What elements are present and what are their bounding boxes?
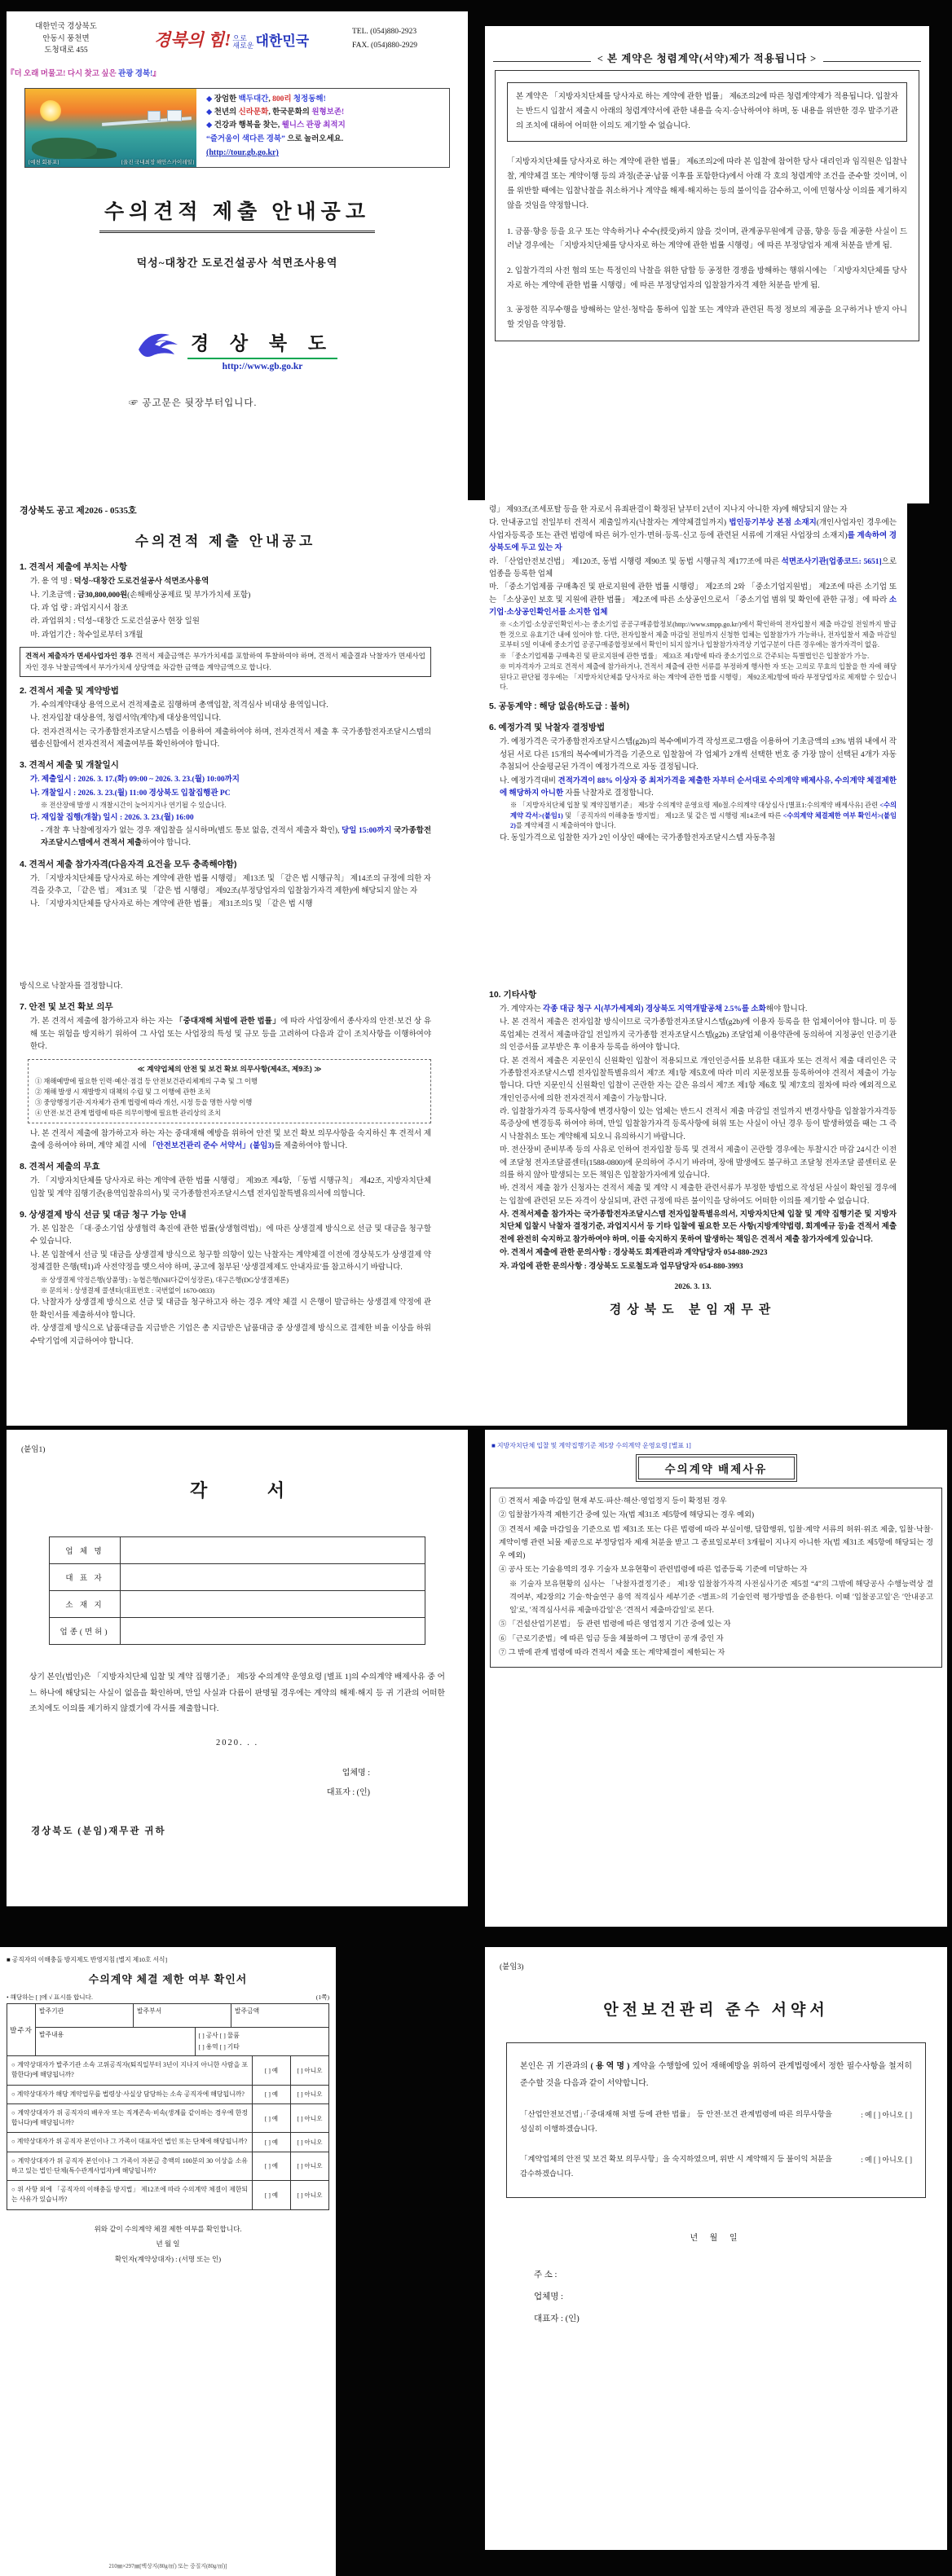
paper-size-footer: 210㎜×297㎜[백상지(80g/㎡) 또는 중질지(80g/㎡)] [108,2564,227,2569]
integrity-outer-box [495,70,919,341]
integrity-item: 1. 금품·향응 등을 요구 또는 약속하거나 수수(授受)하지 않을 것이며, 관계공무원에게 금품, 향응 등을 제공한 사실이 드러날 경우에는 「지방자치단체를 당사자로 하는 계약에 관한 법률 시행령」에 따른 부정당업자 제재 처분을 받게 됨. [507,226,907,251]
yes-no-checkboxes: : 예 [ ] 아니오 [ ] [861,2111,912,2119]
text-line: 3. 견적서 제출 및 개찰일시 [20,760,119,771]
text-line: 마. 「중소기업제품 구매촉진 및 판로지원에 관한 법률 시행령」 제2조의 2와 「중소기업지원법」 제2조에 따른 소기업 또는 「소상공인 보호 및 지원에 관한 법률」 제2조에 따른 소상공인으로서 「중소기업 범위 및 확인에 관한 규정」에 따라 소기업·소상공인확인서를 소지한 업체 [489,583,897,617]
text-line: 나. 본 견적서 제출에 참가하고자 하는 자는 중대재해 예방을 위하여 안전 및 보건 확보 의무사항을 숙지하신 후 견적서 제출에 응하여야 하며, 계약 체결 시에 「안전보건관리 준수 서약서」(붙임3)를 제출하여야 합니다. [30,1129,431,1150]
gyeongbuk-swoosh-icon [137,328,179,361]
form-row: 소 재 지 [50,1591,425,1618]
page-cover [7,11,468,500]
safety-question-row [520,2108,912,2137]
notice-col-left-bottom [20,981,431,1349]
text-line: 나. 개찰일시 : 2026. 3. 23.(월) 11:00 경상북도 입찰집행관 PC [30,789,231,798]
province-brand-logo [111,27,352,51]
cablecar-graphic-icon [167,110,182,121]
check-instruction: • 해당하는 [ ]에 √ 표시를 합니다. [7,1994,93,2001]
text-line: 다. 낙찰자가 상생결제 방식으로 선금 및 대금을 청구하고자 하는 경우 계약 체결 시 은행이 발급하는 상생결제 약정에 관한 확인서를 제출하셔야 합니다. [30,1299,431,1320]
orderer-amount-cell: 발주금액 [235,2007,260,2015]
text-line: 가. 수의계약대상 용역으로서 견적제출로 집행하며 총액입찰, 적격심사 비대상 용역입니다. [30,701,328,710]
text-line: 마. 과업기간 : 착수일로부터 3개월 [30,631,143,640]
text-line: 다. 안내공고일 전일부터 견적서 제출일까지(낙찰자는 계약체결일까지) 법인등기부상 본점 소재지(개인사업자인 경우에는 사업자등록증 또는 관련 법령에 따른 허가·인가·면허·등록·신고 등에 관련된 서류에 기재된 사업장의 소재지)를 계속하여 경상북도에 두고 있는 자 [489,519,897,553]
text-line: ③ 견적서 제출 마감일을 기준으로 법 제31조 또는 다른 법령에 따라 부실이행, 담합행위, 입찰·계약 서류의 허위·위조 제출, 입찰·낙찰·계약이행 관련 뇌물 제공으로 부정당업자 제재 처분을 받고 그 종료일로부터 3개월이 지나지 아니한 자(법 제31조 제5항에 해당되는 경우 예외) [499,1525,933,1561]
text-line: 자. 과업에 관한 문의사항 : 경상북도 도로철도과 업무담당자 054-880-3993 [500,1262,743,1271]
text-line: 다. 전자견적서는 국가종합전자조달시스템을 이용하여 제출하여야 하며, 전자견적서 제출 후 국가종합전자조달시스템의 웹송신함에서 전자견적서 제출여부를 확인하여야 합니다. [30,728,431,749]
letterhead-contacts [352,25,456,53]
confirmation-question-rows [7,2056,328,2209]
memorandum-paragraph: 상기 본인(법인)은 「지방자치단체 입찰 및 계약 집행기준」 제5장 수의계약 운영요령 [별표 1]의 수의계약 배제사유 중 어느 하나에 해당되는 사실이 없음을 확인하며, 만일 사실과 다름이 판명될 경우에는 계약의 해제·해지 등 귀 기관의 어떠한 조치에도 이의를 제기하지 않겠기에 각서를 제출합니다. [29,1673,445,1714]
text-line: 마. 전산장비 준비부족 등의 사유로 인하여 전자입찰 등록 및 견적서 제출이 곤란할 경우에는 투찰시간 마감 24시간 이전에 조달청 전자조달콜센터(1588-0800)에 문의하여 주시기 바라며, 장애 발생에도 불구하고 조달청 전자조달 콜센터로 문의를 하지 않아 발생되는 모든 책임은 입찰참가자에게 있습니다. [500,1146,897,1180]
gyeongbuk-logo [7,328,468,371]
company-name-field: 업체명 : [534,2292,563,2301]
confirmation-question-row: ○ 위 사항 외에 「공직자의 이해충돌 방지법」 제12조에 따라 수의계약 체결이 제한되는 사유가 있습니까? [ ] 예 [ ] 아니오 [7,2181,328,2209]
address-line: 대한민국 경상북도 [35,23,97,31]
photo-caption: [울진 국내최장 해안스카이레일] [121,159,194,165]
text-line: 가. 계약자는 각종 대금 청구 시(부가세제외) 경상북도 지역개발공채 2.5%를 소화해야 합니다. [500,1005,808,1013]
text-line: 다. 재입찰 집행(개찰) 일시 : 2026. 3. 23.(월) 16:00 [30,813,194,822]
text-line: 9. 상생결제 방식 선금 및 대금 청구 가능 안내 [20,1210,187,1220]
text-line: 견적서 제출자가 면세사업자인 경우 견적서 제출금액은 부가가치세를 포함하여 투찰하여야 하며, 견적서 제출결과 낙찰자가 면세사업자인 경우 낙찰금액에서 부가가치세 상당액을 차감한 금액을 계약금액으로 합니다. [20,647,431,677]
exclusion-items-box [490,1488,942,1668]
order-content-cell: 발주내용 [36,2028,196,2055]
orderer-agency-cell: 발주기관 [36,2004,134,2027]
company-name-field: 업체명 : [342,1768,370,1778]
text-line: 방식으로 낙찰자를 결정합니다. [20,982,123,991]
form-row: 업 체 명 [50,1537,425,1564]
memorandum-table [49,1536,425,1645]
checkbox-line: [ ] 용역 [ ] 기타 [198,2043,240,2051]
orderer-side-label: 발주자 [7,2004,36,2055]
fax-number: FAX. (054)880-2929 [352,42,418,51]
brand-mid-text: 으로 새로운 [232,33,254,51]
text-line: 다. 과 업 량 : 과업지시서 참조 [30,604,129,613]
pledge-date-line: 년 월 일 [690,2233,743,2243]
text-line: 바. 견적서 제출 참가 신청자는 견적서 제출 및 계약 시 제출한 관련서류가 부정한 방법으로 작성된 사실이 확인될 경우에는 입찰에 관련된 모든 자격이 상실되며, 관련 규정에 따른 불이익을 당하여도 어떠한 이의를 제기할 수 없습니다. [500,1185,897,1206]
photo-caption: [예천 회룡포] [29,159,60,165]
address-field: 주 소 : [534,2270,558,2279]
safety-question: 「산업안전보건법」·「중대재해 처벌 등에 관한 법률」 등 안전·보건 관계법령에 따른 의무사항을 성실히 이행하겠습니다. [520,2111,832,2134]
text-line: 라. 「산업안전보건법」 제120조, 동법 시행령 제90조 및 동법 시행규칙 제177조에 따른 석면조사기관[업종코드: 5651]으로 업종을 등록한 업체 [489,557,897,578]
text-line: 6. 예정가격 및 낙찰자 결정방법 [489,723,606,733]
banner-text-list [196,89,449,167]
page-exclusion [485,1430,947,1927]
integrity-item: 3. 공정한 직무수행을 방해하는 알선·청탁을 통하여 입찰 또는 계약과 관련된 특정 정보의 제공을 요구하거나 받지 아니할 것임을 약정함. [507,306,907,330]
tourism-photo [25,89,196,167]
page-integrity [485,26,929,503]
confirmation-question-row: ○ 계약상대자가 위 공직자의 배우자 또는 직계존속·비속(생계를 같이하는 경우에 한정합니다)에 해당됩니까? [ ] 예 [ ] 아니오 [7,2104,328,2134]
text-line: 다. 본 견적서 제출은 지문인식 신원확인 입찰이 적용되므로 개인인증서를 보유한 대표자 또는 견적서 제출 대리인은 국가종합전자조달시스템 전자입찰특별유의서 제7조 제1항 제5호에 따라 미리 지문정보를 등록하여야 견적서 제출이 가능합니다. 다만 지문인식 신원확인 입찰이 곤란한 자는 같은 유의서 제7조 제1항 제6호 및 제7호의 절차에 따라 예외적으로 개인인증서에 의한 전자견적서 제출이 가능합니다. [500,1057,897,1103]
text-line: ⑥ 「근로기준법」에 따른 임금 등을 체불하여 그 명단이 공개 중인 자 [499,1634,724,1643]
text-line: - 개찰 후 낙찰예정자가 없는 경우 재입찰을 실시하며(별도 통보 없음, 견적서 제출자 확인), 당일 15:00까지 국가종합전자조달시스템에서 견적서 제출하여야 합니다. [41,826,431,848]
text-line: 나. 본 견적서 제출은 전자입찰 방식이므로 국가종합전자조달시스템(g2b)에 이용자 등록을 한 업체이어야 합니다. 미 등록업체는 견적서 제출마감일 전일까지 국가종합 전자조달시스템(g2b) 조달업체 이용약관에 동의하여 지정공인 인증기관의 인증서를 교부받은 후 이용자 등록을 하여야 합니다. [500,1018,897,1053]
cablecar-graphic-icon [148,111,161,121]
cover-title-wrap [7,196,468,233]
text-line: 가. 「지방자치단체를 당사자로 하는 계약에 관한 법률 시행령」 제13조 및 「같은 법 시행규칙」 제14조의 규정에 의한 자격을 갖추고, 「같은 법」 제31조 및 「같은 법 시행령」 제92조(부정당업자의 입찰참가자격 제한)에 해당되지 않는 자 [30,874,431,896]
representative-field: 대표자 : (인) [326,1787,370,1797]
text-line: ※ 문의처 : 상생결제 콜센터(대표번호 : 국번없이 1670-0833) [41,1287,215,1295]
text-line: 『더 오래 머물고! 다시 찾고 싶은 관광 경북!』 [7,70,161,79]
safety-pledge-paragraph: 본인은 귀 기관과의 ( 용 역 명 ) 계약을 수행함에 있어 재해예방을 위하여 관계법령에서 정한 필수사항을 철저히 준수할 것을 다음과 같이 서약합니다. [520,2062,913,2088]
notice-col-right-top [489,504,897,846]
text-line: 7. 안전 및 보건 확보 의무 [20,1002,113,1013]
org-name: 경 상 북 도 [187,328,337,359]
safety-pledge-title: 안전보건관리 준수 서약서 [603,2002,829,2019]
text-line: 가. 용 역 명 : 덕성~대창간 도로건설공사 석면조사용역 [30,578,209,587]
text-line: “즐거움이 색다른 경북” 으로 놀러오세요. [206,134,344,143]
text-line: 가. 제출일시 : 2026. 3. 17.(화) 09:00 ~ 2026. 3. 23.(월) 10:00까지 [30,776,240,785]
signer-line: 확인자(계약상대자) : (서명 또는 인) [114,2255,222,2264]
text-line: 다. 동일가격으로 입찰한 자가 2인 이상인 때에는 국가종합전자조달시스템 자동추첨 [500,833,776,842]
text-line: ⑤ 「건설산업기본법」 등 관련 법령에 따른 영업정지 기간 중에 있는 자 [499,1620,731,1629]
org-name-block [187,328,337,371]
cover-subtitle: 덕성~대창간 도로건설공사 석면조사용역 [136,256,338,269]
notice-col-left-top [20,504,431,912]
text-line: 가. 본 입찰은 「대·중소기업 상생협력 촉진에 관한 법률(상생협력법)」에 따른 상생결제 방식으로 선금 및 대금을 청구할 수 있습니다. [30,1225,431,1246]
attachment-number: (붙임1) [21,1446,46,1454]
page-memorandum [7,1430,468,1906]
memorandum-fields [7,1764,370,1803]
text-line: ◆ 건강과 행복을 찾는, 웰니스 관광 최적지 [206,121,346,130]
memorandum-addressee: 경상북도 (분임)재무관 귀하 [31,1826,166,1836]
text-line: 아. 견적서 제출에 관한 문의사항 : 경상북도 회계관리과 계약담당자 054-880-2923 [500,1249,768,1258]
text-line: 령」 제93조(조세포탈 등을 한 자로서 유죄판결이 확정된 날부터 2년이 지나지 아니한 자)에 해당되지 않는 자 [489,506,848,514]
text-line: 나. 전자입찰 대상용역, 청렴서약(계약)제 대상용역입니다. [30,714,222,723]
text-line: (http://tour.gb.go.kr) [206,148,279,158]
brand-nation-text: 대한민국 [255,33,310,50]
text-line: 1. 견적서 제출에 부치는 사항 [20,562,127,573]
text-line: ⑦ 그 밖에 관계 법령에 따라 견적서 제출 또는 계약체결이 제한되는 자 [499,1648,725,1657]
memorandum-title: 각 서 [189,1480,312,1501]
text-line: ※ 「중소기업제품 구매촉진 및 판로지원에 관한 법률」 제33조 제1항에 따라 중소기업으로 간주되는 특별법인은 입찰참가 가능. [500,652,870,660]
safety-question: 「계약업체의 안전 및 보건 확보 의무사항」을 숙지하였으며, 위반 시 계약해지 등 불이익 처분을 감수하겠습니다. [520,2156,832,2178]
safety-pledge-box [506,2042,926,2198]
tel-number: TEL. (054)880-2923 [352,27,417,36]
confirmation-note-row [7,1993,329,2002]
confirmation-question-row: ○ 계약상대자가 위 공직자 본인이나 그 가족이 대표자인 법인 또는 단체에 해당됩니까? [ ] 예 [ ] 아니오 [7,2133,328,2152]
sun-graphic-icon [40,100,61,121]
text-line: 가. 예정가격은 국가종합전자조달시스템(g2b)의 복수예비가격 작성프로그램을 이용하여 기초금액의 ±3% 범위 내에서 작성된 서로 다른 15개의 복수예비가격을 기준으로 입찰참여 각 업체가 2개씩 선택한 번호 중 가장 많이 선택된 4개가 자동 추첨되어 산술평균된 가격이 예정가격으로 자동 결정됩니다. [500,738,897,772]
text-line: ※ 상생결제 약정은행(상품명) : 농협은행(NH다같이성장론), 대구은행(DG상생결제론) [41,1276,289,1284]
notice-col-right-bottom [489,981,897,1321]
orderer-dept-cell: 발주부서 [134,2004,231,2027]
confirmation-title: 수의계약 체결 제한 여부 확인서 [88,1973,248,1985]
text-line: 가. 본 견적서 제출에 참가하고자 하는 자는 「중대재해 처벌에 관한 법률」에 따라 사업장에서 종사자의 안전·보건 상 유해 또는 위험을 방지하기 위하여 그 사업 또는 사업장의 특성 및 규모 등을 고려하여 다음과 같이 조치사항을 이행하여야 한다. [30,1018,431,1052]
letterhead [7,11,468,57]
text-line: 라. 과업위치 : 덕성~대창간 도로건설공사 현장 일원 [30,618,200,626]
text-line: 라. 입찰참가자격 등록사항에 변경사항이 있는 업체는 반드시 견적서 제출 마감일 전일까지 변경사항을 입찰참가자격등록증상에 변경등록 하여야 하며, 만일 입찰참가자격 등록사항에 허위 또는 사실이 아닌 경우 등이 발생하였을 때는 그 즉시 낙찰취소 또는 계약해제 되오니 유의하시기 바랍니다. [500,1108,897,1141]
date-blank-line: 년 월 일 [156,2240,180,2249]
safety-duty-dashbox: ≪ 계약업체의 안전 및 보건 확보 의무사항(제4조, 제9조) ≫ ① 재해예방에 필요한 인력·예산·점검 등 안전보건관리체계의 구축 및 그 이행 ② 재해 발생 시 재발방지 대책의 수립 및 그 이행에 관한 조치 ③ 중앙행정기관·지자체가 관계 법령에 따라 개선, 시정 등을 명한 사항 이행 ④ 안전·보건 관계 법령에 따른 의무이행에 필요한 관리상의 조치 [28,1059,431,1123]
text-line: 사. 견적서제출 참가자는 국가종합전자조달시스템 전자입찰특별유의서, 지방자치단체 입찰 및 계약 집행기준 및 지방자치단체 입찰시 낙찰자 결정기준, 과업지시서 등 기타 입찰에 필요한 모든 사항(지방계약법령, 회계예규 등)을 견적서 제출 전에 완전히 숙지하고 참가하여야 하며, 이를 숙지하지 못하여 발생하는 책임은 견적서 제출 참가자에게 있습니다. [500,1211,897,1244]
text-line: ※ 전산장애 발생 시 개찰시간이 늦어지거나 연기될 수 있습니다. [41,802,227,810]
confirmation-question-row: ○ 계약상대자가 위 공직자 본인이나 그 가족이 자본금 총액의 100분의 30 이상을 소유하고 있는 법인·단체(특수관계사업자)에 해당됩니까? [ ] 예 [ ] 아니오 [7,2152,328,2182]
text-line: ※ 기술자 보유현황의 심사는 「낙찰자결정기준」 제1장 입찰참가자격 사전심사기준 제5절 “4”의 그밖에 해당공사 수행능력상 결격여부, 제2장의2 기술·학술연구 용역 적격심사 세부기준 <별표>의 기술인력 평가방법을 준용한다. 이때 ′입찰공고일′은 ′안내공고일′로, ′적격심사서류 제출마감일′은 ′견적서 제출마감일′로 본다. [509,1580,933,1615]
text-line: 라. 상생결제 방식으로 납품대금을 지급받은 기업은 총 지급받은 납품대금 중 상생결제 방식으로 결제한 비율 이상을 하위 수탁기업에 지급하여야 합니다. [30,1325,431,1346]
text-line: 8. 견적서 제출의 무효 [20,1162,100,1172]
representative-field: 대표자 : (인) [534,2314,580,2324]
text-line: 나. 예정가격대비 견적가격이 88% 이상자 중 최저가격을 제출한 자부터 순서대로 수의계약 배제사유, 수의계약 체결제한에 해당하지 아니한 자를 낙찰자로 결정합니다. [500,776,897,798]
address-line: 안동시 풍천면 [42,34,90,43]
confirmation-table [7,2003,329,2210]
confirmation-question-row: ○ 계약상대자가 해당 계약업무를 법령상·사실상 담당하는 소속 공직자에 해당됩니까? [ ] 예 [ ] 아니오 [7,2086,328,2104]
exclusion-title: 수의계약 배제사유 [638,1457,795,1479]
text-line: ② 입찰참가자격 제한기간 중에 있는 자(법 제31조 제5항에 해당되는 경우 예외) [499,1511,755,1520]
text-line: 2026. 3. 13. [674,1282,712,1291]
orderer-block [7,2004,328,2056]
page-notice-spread [7,500,907,1426]
text-line: 나. 기초금액 : 금30,800,000원(손해배상공제료 및 부가가치세 포함) [30,591,251,600]
order-type-checkboxes [196,2028,328,2055]
text-line: ④ 공사 또는 기술용역의 경우 기술자 보유현황이 관련법령에 따른 업종등록 기준에 미달하는 자 [499,1566,808,1575]
page-confirmation-form [0,1947,336,2576]
tourism-slogan [7,68,468,81]
text-line: 경상북도 공고 제2026 - 0535호 [20,506,137,516]
text-line: 2. 견적서 제출 및 계약방법 [20,685,119,696]
text-line: ※ <소기업·소상공인확인서>는 중소기업 공공구매종합정보(http://www.smpp.go.kr/)에서 확인하여 전자입찰서 제출 마감일 전일까지 발급한 것으로 유효기간 내에 있어야 함. 다만, 전자입찰서 제출 마감일 전일까지 신청한 업체는 입찰참가가 가능하나, 전자입찰서 제출 마감일로부터 5일 이내에 중소기업 공공구매종합정보에서 확인이 되지 않거나 입찰참가자격상 기업구분이 다른 경우에는 참가자격이 없음. [500,621,897,649]
integrity-heading: < 본 계약은 청렴계약(서약)제가 적용됩니다 > [597,53,818,64]
integrity-notice-box: 본 계약은 「지방자치단체를 당사자로 하는 계약에 관한 법률」 제6조의2에 따른 청렴계약제가 적용됩니다. 입찰자는 반드시 입찰서 제출시 아래의 청렴계약서에 관한 내용을 숙지·승낙하여야 하며, 동 내용을 위반한 경우 발주기관의 조치에 대하여 어떠한 이의도 제기할 수 없습니다. [507,82,907,142]
text-line: ◆ 장엄한 백두대간, 800리 청정동해! [206,95,326,103]
integrity-pledge-paragraph: 「지방자치단체를 당사자로 하는 계약에 관한 법률」 제6조의2에 따라 본 입찰에 참여한 당사 대리인과 임직원은 입찰낙찰, 계약체결 또는 계약이행 등의 과정(준공·납품 이후를 포함한다)에서 아래 각 호의 청렴계약 조건을 준수할 것이며, 이를 위반할 때에는 입찰낙찰을 취소하거나 계약을 해제·해지하는 등의 불이익을 감수하고, 이에 민형사상 이의를 제기하지 않을 것임을 약정합니다. [507,156,907,211]
confirm-statement: 위와 같이 수의계약 체결 제한 여부를 확인합니다. [94,2224,242,2233]
text-line: 가. 「지방자치단체를 당사자로 하는 계약에 관한 법률 시행령」 제39조 제4항, 「동법 시행규칙」 제42조, 지방자치단체 입찰 및 계약 집행기준(용역입찰유의서) 및 국가종합전자조달시스템 전자입찰특별유의서에 의합니다. [30,1177,431,1198]
org-url: http://www.gb.go.kr [222,361,303,371]
text-line: ① 견적서 제출 마감일 현재 부도·파산·해산·영업정지 등이 확정된 경우 [499,1497,727,1506]
text-line: 수의견적 제출 안내공고 [134,533,316,549]
island-graphic [32,138,97,159]
confirmation-question-row: ○ 계약상대자가 발주기관 소속 고위공직자(퇴직일부터 3년이 지나지 아니한 사람을 포함한다)에 해당됩니까? [ ] 예 [ ] 아니오 [7,2056,328,2086]
text-line: 5. 공동계약 : 해당 없음(하도급 : 불허) [489,701,630,712]
cover-pointer-note: ☞ 공고문은 뒷장부터입니다. [129,398,258,408]
confirmation-header: ■ 공직자의 이해충돌 방지제도 반영지침 [별지 제10호 서식] [7,1956,168,1963]
form-row: 업종(면허) [50,1618,425,1644]
text-line: ※ 「지방자치단체 입찰 및 계약집행기준」 제5장 수의계약 운영요령 제0절.수의계약 대상심사 [별표1:수의계약 배제사유] 관련 <수의계약 각서>(붙임1) 및 「공직자의 이해충돌 방지법」 제12조 및 같은 법 시행령 제14조에 따른 <수의계약 체결제한 여부 확인서>(붙임2)를 계약체결 시 제출하여야 합니다. [510,802,897,830]
letterhead-address [21,21,111,57]
memorandum-date: 2020. . . [215,1738,259,1747]
form-row: 대 표 자 [50,1564,425,1591]
exclusion-header: ■ 지방자치단체 입찰 및 계약집행기준 제5장 수의계약 운영요령 [별표 1] [491,1442,691,1449]
checkbox-line: [ ] 공사 [ ] 물품 [198,2032,240,2039]
orderer-grid [36,2004,328,2055]
brand-script-text: 경북의 힘! [153,30,231,51]
text-line: ◆ 천년의 신라문화, 한국문화의 원형보존! [206,108,345,116]
integrity-item: 2. 입찰가격의 사전 협의 또는 특정인의 낙찰을 위한 담합 등 공정한 경쟁을 방해하는 행위시에는 「지방자치단체를 당사자로 하는 계약에 관한 법률 시행령」에 따른 부정당업자의 입찰참가자격 제한 처분을 받게 됨. [507,266,907,290]
tourism-banner [24,88,450,168]
text-line: 나. 본 입찰에서 선금 및 대금을 상생결제 방식으로 청구할 의향이 있는 낙찰자는 계약체결 이전에 경상북도가 상생결제 약정체결한 은행(택1)과 사전약정을 맺으셔야 하며, 공고에 첨부된 ′상생결제제도 안내자료′를 참고하시기 바랍니다. [30,1251,431,1273]
integrity-heading-rule [493,51,921,65]
page-marker: (1쪽) [315,1994,329,2001]
cover-title: 수의견적 제출 안내공고 [99,196,375,233]
text-line: 나. 「지방자치단체를 당사자로 하는 계약에 관한 법률」 제31조의5 및 「같은 법 시행 [30,900,313,909]
text-line: ※ 미자격자가 고의로 견적서 제출에 참가하거나, 견적서 제출에 관한 서류를 부정하게 행사한 자 또는 고의로 무효의 입찰을 한 자에 해당된다고 판단될 경우에는 「지방자치단체를 당사자로 하는 계약에 관한 법률 시행령」 제92조제2항에 따라 부정당업자로 제재할 수 있습니다. [500,663,897,691]
pledge-fields [534,2264,947,2331]
attachment-number: (붙임3) [500,1963,524,1972]
yes-no-checkboxes: : 예 [ ] 아니오 [ ] [861,2156,912,2165]
text-line: 10. 기타사항 [489,990,537,1000]
text-line: 경상북도 분임재무관 [609,1303,777,1317]
page-safety-pledge [485,1947,947,2550]
safety-question-row [520,2153,912,2182]
confirmation-sign-block [8,2222,328,2268]
text-line: 4. 견적서 제출 참가자격(다음자격 요건을 모두 충족해야함) [20,859,237,869]
address-line: 도청대로 455 [44,46,88,55]
